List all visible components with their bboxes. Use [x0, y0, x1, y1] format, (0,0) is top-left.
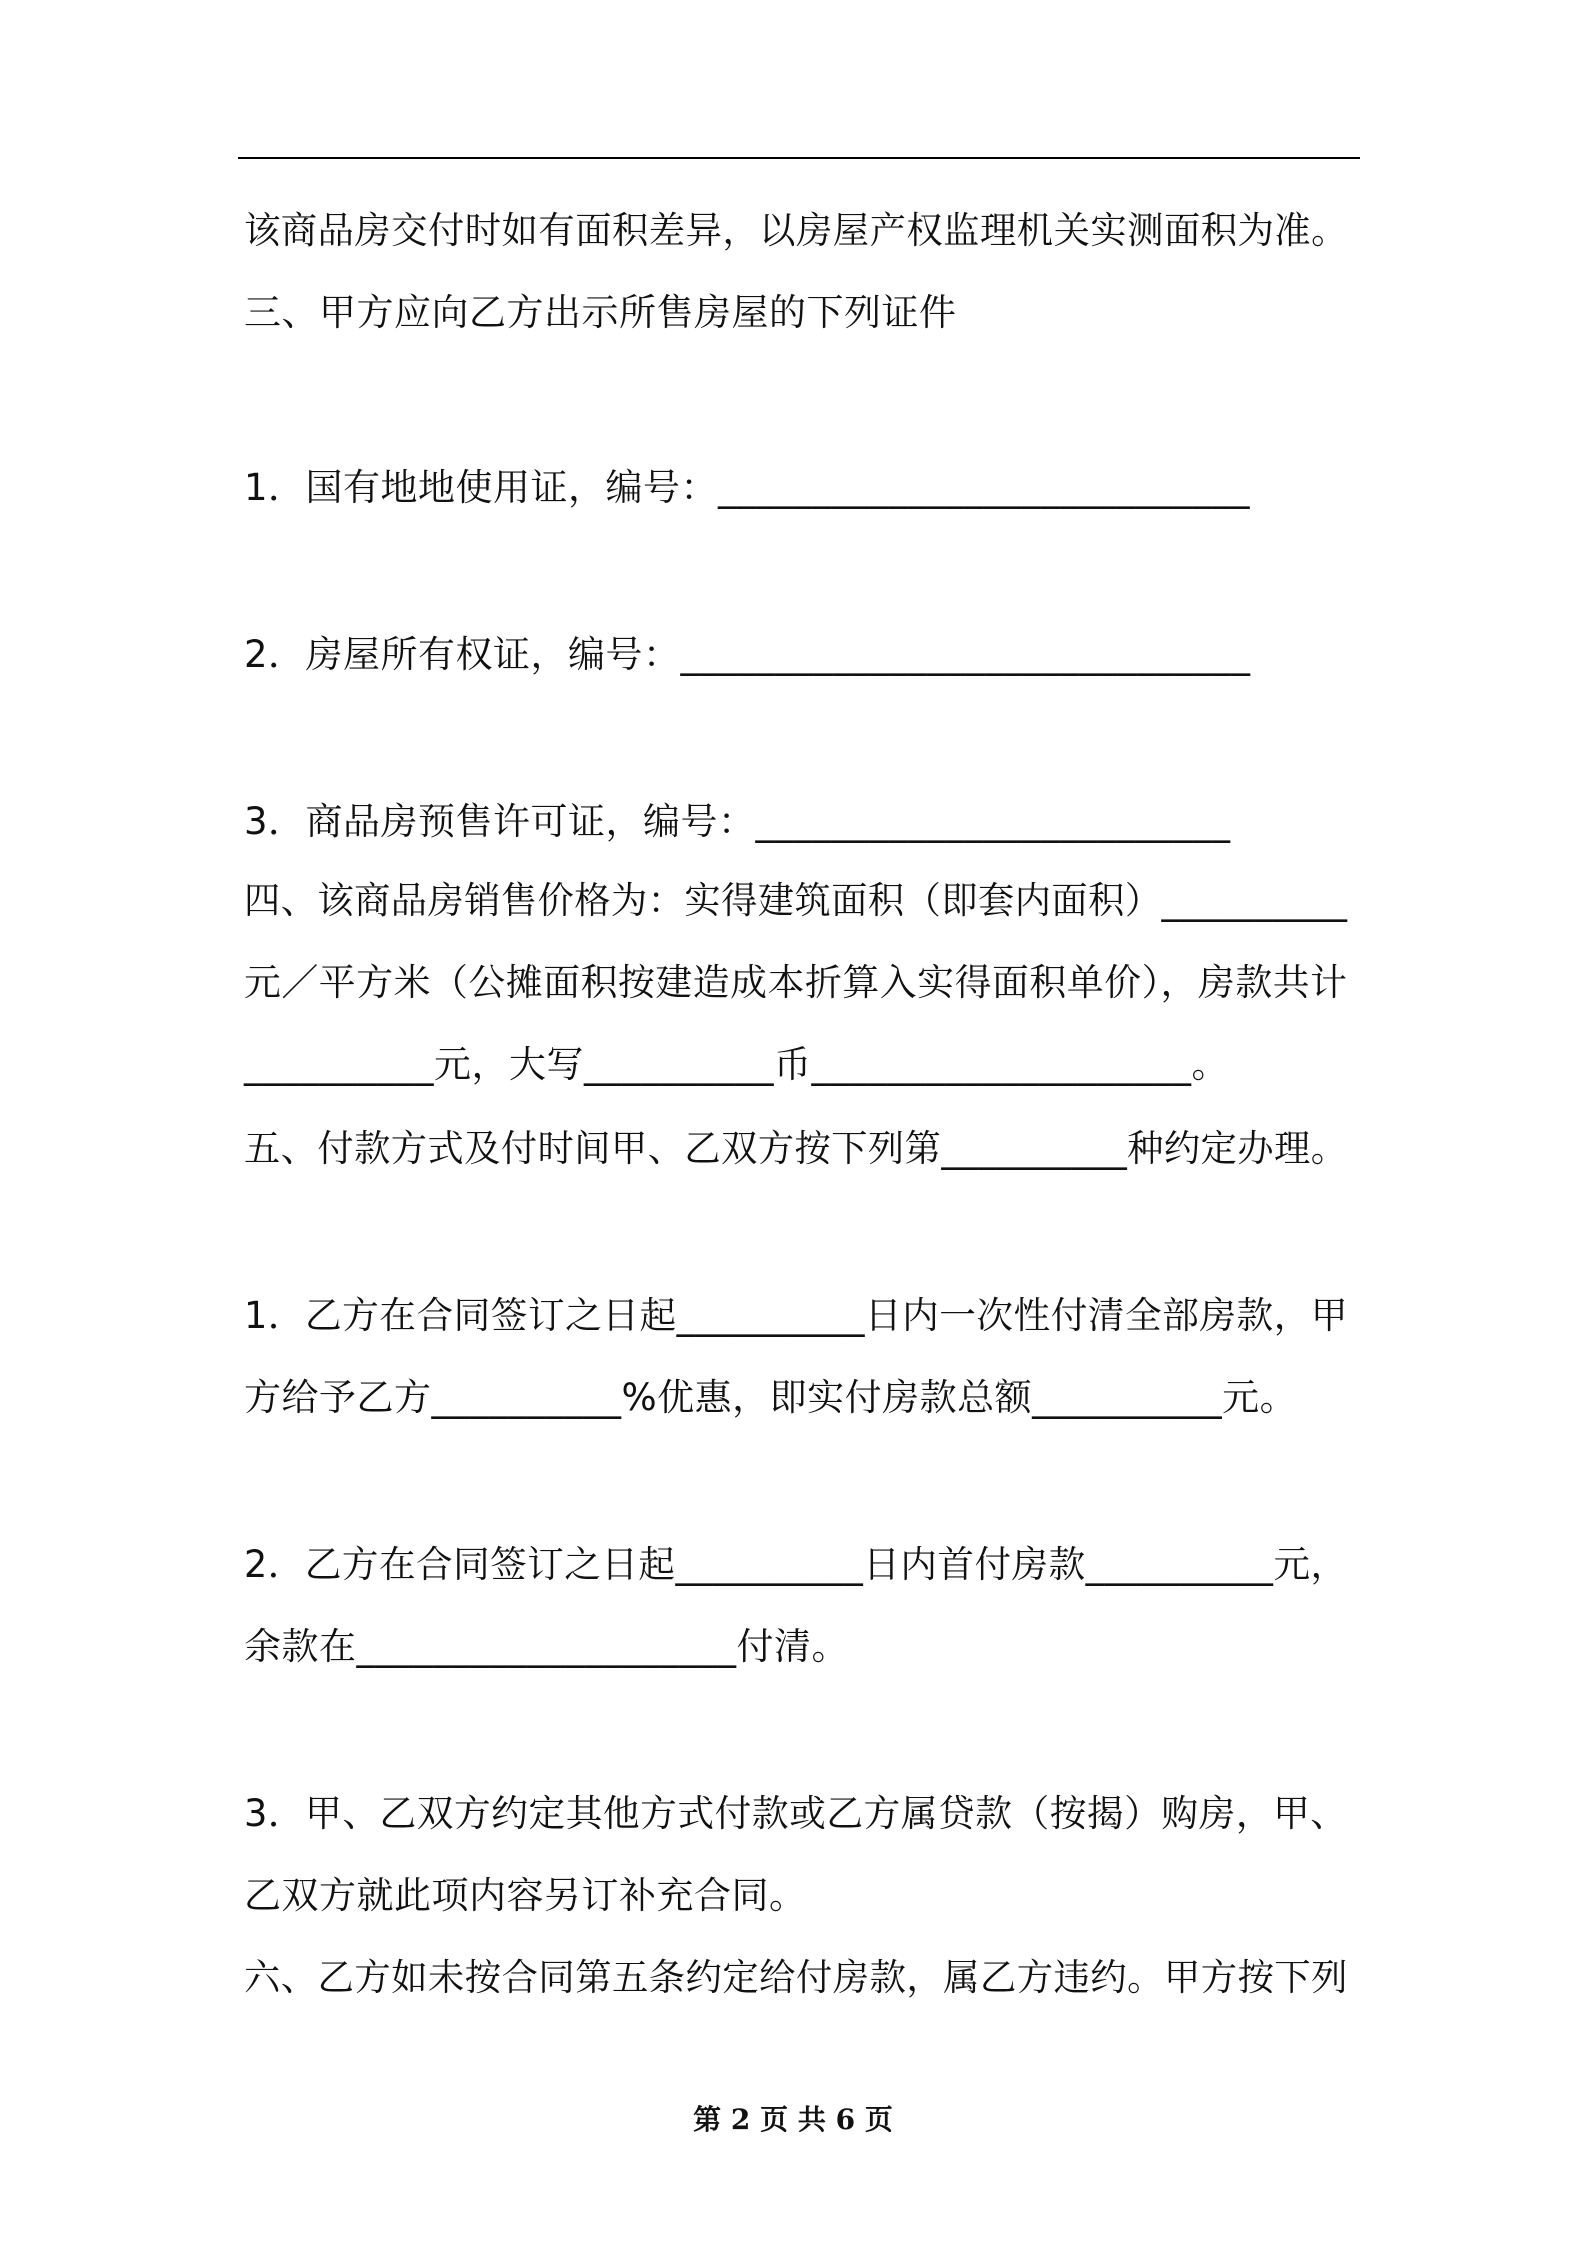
text-line-total-amount: __________元，大写__________币____________________。 [244, 1043, 1229, 1086]
page-number-footer: 第 2 页 共 6 页 [693, 2103, 893, 2136]
text-line-section-5-payment: 五、付款方式及付时间甲、乙双方按下列第__________种约定办理。 [244, 1127, 1348, 1170]
text-line-section-6-breach: 六、乙方如未按合同第五条约定给付房款，属乙方违约。甲方按下列 [244, 1956, 1348, 1999]
text-line-payment-option-2a: 2．乙方在合同签订之日起__________日内首付房款__________元， [244, 1543, 1348, 1586]
text-line-payment-option-3b: 乙双方就此项内容另订补充合同。 [244, 1874, 807, 1917]
text-line-ownership-cert: 2．房屋所有权证，编号：______________________________ [244, 633, 1251, 676]
header-rule [238, 157, 1360, 159]
text-line-payment-option-1b: 方给予乙方__________%优惠，即实付房款总额__________元。 [244, 1376, 1298, 1419]
text-line-payment-option-3a: 3．甲、乙双方约定其他方式付款或乙方属贷款（按揭）购房，甲、 [244, 1792, 1348, 1835]
text-line-payment-option-2b: 余款在____________________付清。 [244, 1625, 849, 1668]
text-line-price-unit: 元／平方米（公摊面积按建造成本折算入实得面积单价），房款共计 [244, 961, 1348, 1004]
text-line-section-4-price: 四、该商品房销售价格为：实得建筑面积（即套内面积）__________ [244, 879, 1348, 922]
text-line-land-use-cert: 1．国有地地使用证，编号：____________________________ [244, 466, 1251, 509]
text-line-payment-option-1a: 1．乙方在合同签订之日起__________日内一次性付清全部房款，甲 [244, 1294, 1349, 1337]
text-line-section-3-heading: 三、甲方应向乙方出示所售房屋的下列证件 [244, 291, 957, 334]
text-line-presale-permit: 3．商品房预售许可证，编号：_________________________ [244, 800, 1231, 843]
text-line-area-difference: 该商品房交付时如有面积差异，以房屋产权监理机关实测面积为准。 [244, 209, 1348, 252]
